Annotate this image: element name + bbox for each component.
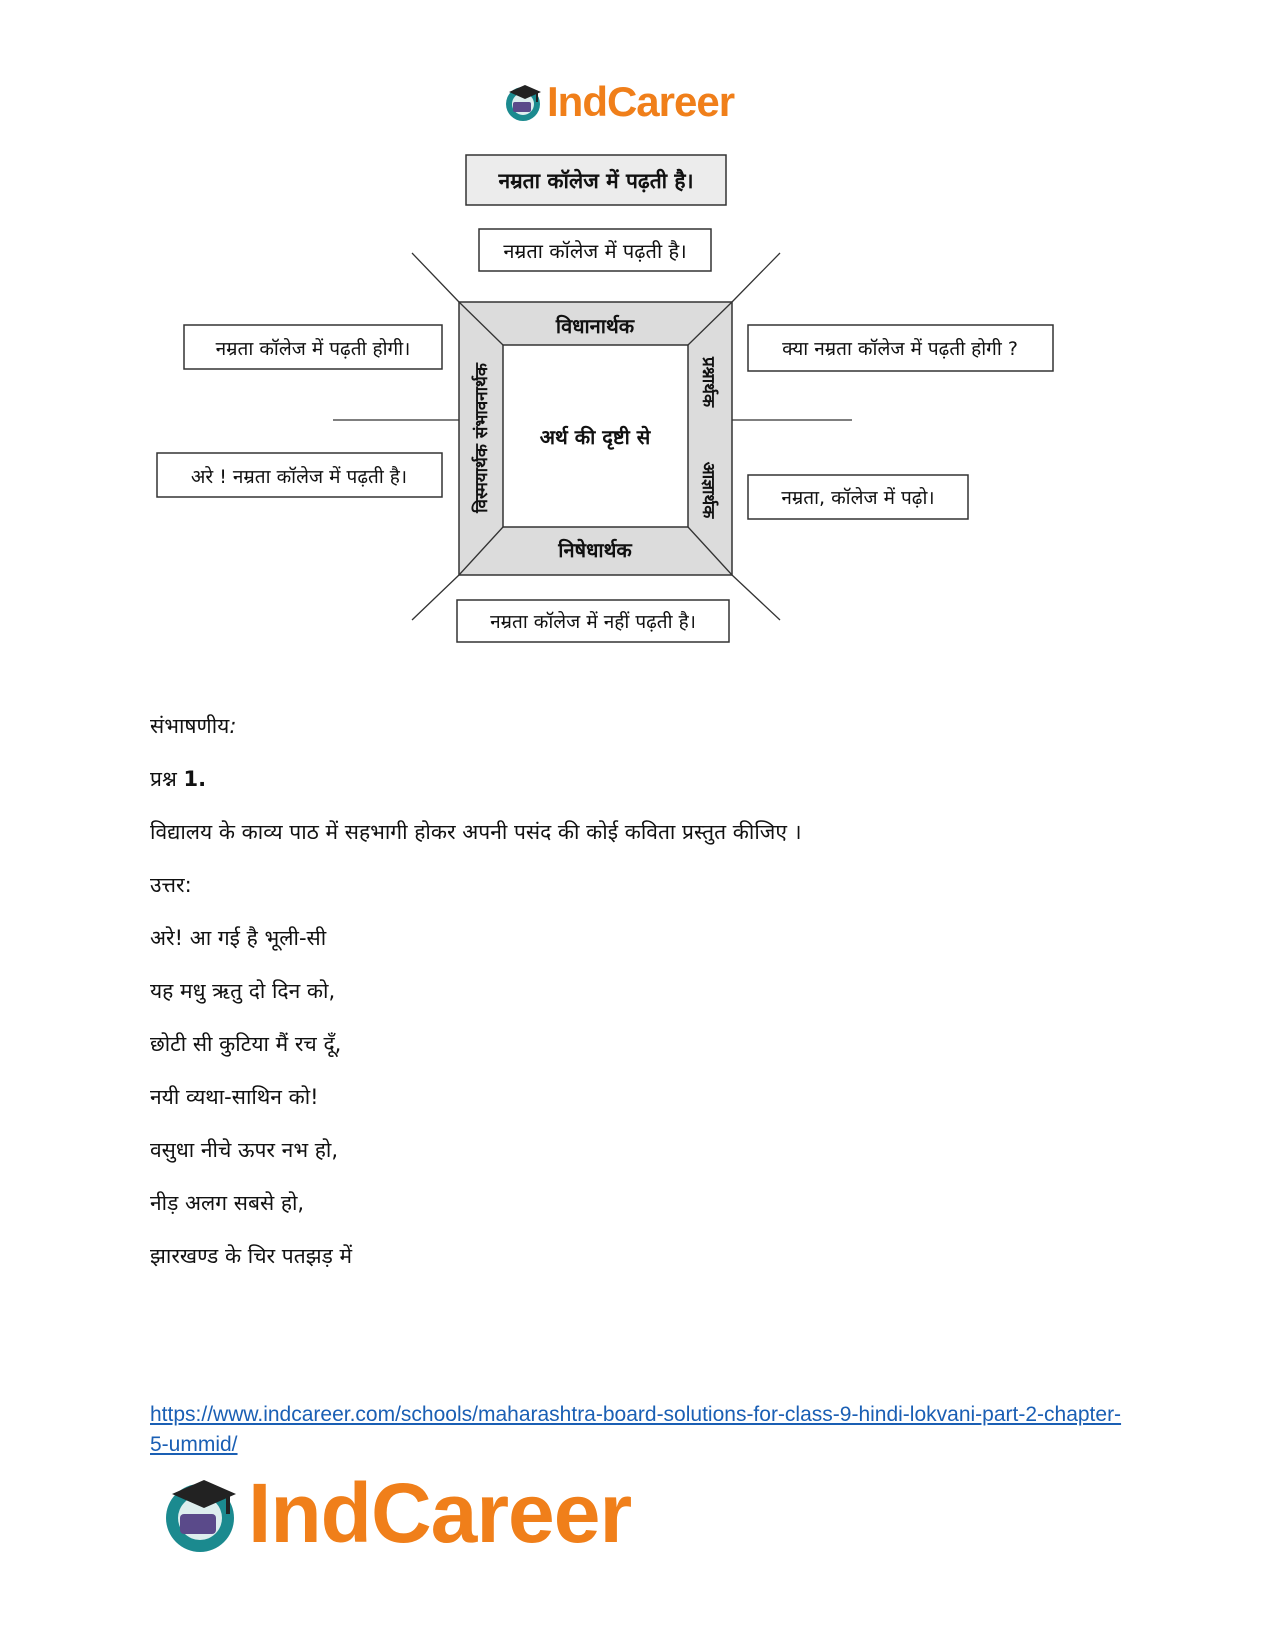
side-label-bottom: निषेधार्थक (558, 538, 632, 562)
section-label: संभाषणीय (150, 714, 230, 738)
side-label-top: विधानार्थक (555, 314, 635, 338)
side-label-left: विस्मयार्थक संभावनार्थक (472, 363, 492, 513)
graduation-cap-icon (503, 82, 547, 122)
footer-logo (160, 1465, 631, 1562)
left-upper-text: नम्रता कॉलेज में पढ़ती होगी। (215, 338, 411, 360)
bottom-example-text: नम्रता कॉलेज में नहीं पढ़ती है। (490, 611, 696, 633)
poem-line: यह मधु ऋतु दो दिन को, (150, 979, 336, 1003)
question-label: प्रश्न (150, 767, 177, 791)
poem-line: झारखण्ड के चिर पतझड़ में (150, 1244, 353, 1268)
logo-wordmark: IndCareer (547, 78, 735, 125)
graduation-cap-icon (160, 1474, 248, 1554)
poem-line: वसुधा नीचे ऊपर नभ हो, (150, 1138, 339, 1162)
sentence-types-diagram (150, 150, 1080, 710)
side-label-right-lower: आज्ञार्थक (698, 461, 718, 519)
poem-line: अरे! आ गई है भूली-सी (150, 926, 327, 950)
side-label-right-upper: प्रश्नार्थक (698, 356, 718, 408)
answer-label: उत्तर: (150, 873, 192, 897)
diagram-center-label: अर्थ की दृष्टी से (539, 425, 651, 449)
poem-line: नयी व्यथा-साथिन को! (150, 1085, 319, 1109)
section-heading: संभाषणीय: (150, 714, 237, 738)
right-upper-text: क्या नम्रता कॉलेज में पढ़ती होगी ? (782, 338, 1018, 360)
top-example-text: नम्रता कॉलेज में पढ़ती है। (503, 239, 687, 263)
question-heading (150, 765, 206, 793)
poem-line: छोटी सी कुटिया मैं रच दूँ, (150, 1032, 342, 1056)
left-lower-text: अरे ! नम्रता कॉलेज में पढ़ती है। (190, 466, 408, 488)
logo-wordmark: IndCareer (248, 1466, 632, 1560)
source-link[interactable]: https://www.indcareer.com/schools/maharashtra-board-solutions-for-class-9-hindi-lokvani-part-2-chapter-5-ummid/ (150, 1403, 1122, 1456)
poem-line: नीड़ अलग सबसे हो, (150, 1191, 305, 1215)
question-number: 1. (183, 767, 207, 791)
question-text: विद्यालय के काव्य पाठ में सहभागी होकर अपनी पसंद की कोई कविता प्रस्तुत कीजिए । (150, 820, 802, 844)
right-lower-text: नम्रता, कॉलेज में पढ़ो। (781, 487, 935, 509)
header-logo (503, 78, 734, 126)
diagram-title: नम्रता कॉलेज में पढ़ती है। (498, 169, 694, 193)
